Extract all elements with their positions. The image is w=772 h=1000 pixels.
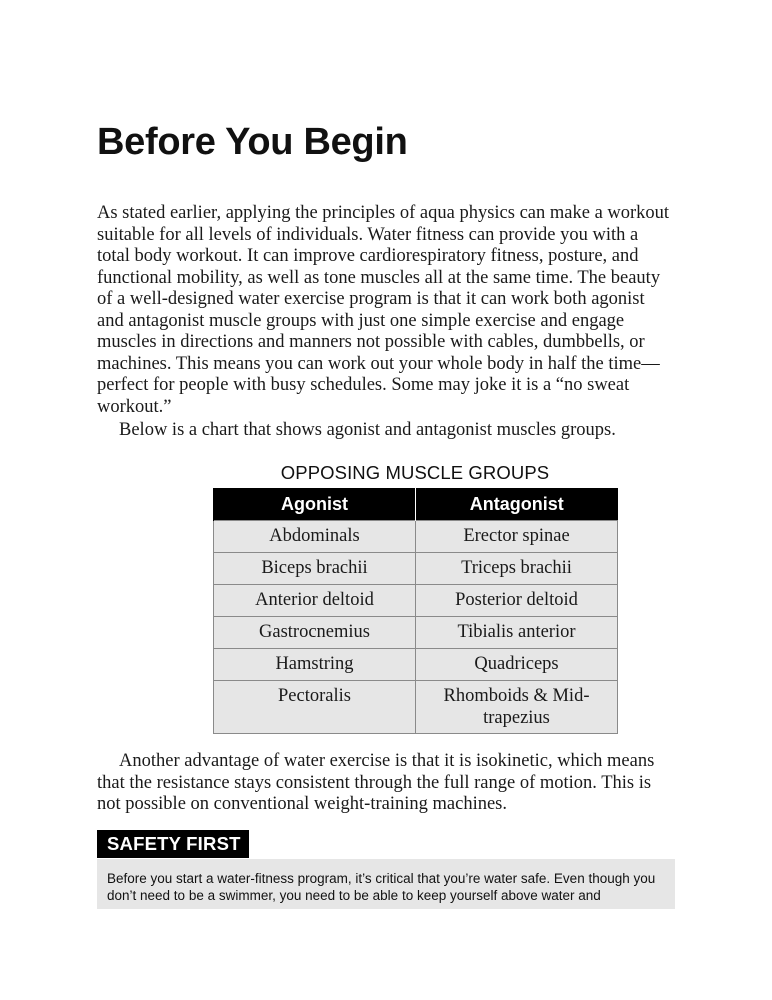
antagonist-cell: Triceps brachii: [416, 553, 618, 585]
agonist-cell: Anterior deltoid: [214, 585, 416, 617]
table-row: [214, 521, 618, 553]
table-row: [214, 553, 618, 585]
safety-first-box: [97, 859, 675, 909]
header-agonist: Agonist: [214, 488, 416, 521]
agonist-cell: Pectoralis: [214, 681, 416, 734]
page-title: Before You Begin: [97, 121, 408, 163]
agonist-cell: Biceps brachii: [214, 553, 416, 585]
safety-first-text: Before you start a water-fitness program, it’s critical that you’re water safe. Even though you don’t need to be a swimmer, you need to be able to keep yourself above water and: [107, 871, 656, 903]
antagonist-cell: Rhomboids & Mid-trapezius: [416, 681, 618, 734]
agonist-cell: Hamstring: [214, 649, 416, 681]
isokinetic-paragraph: Another advantage of water exercise is that it is isokinetic, which means that the resistance stays consistent through the full range of motion. This is not possible on conventional weight-training machines.: [97, 751, 655, 814]
table-row: [214, 617, 618, 649]
table-header-row: [214, 488, 618, 521]
antagonist-cell: Erector spinae: [416, 521, 618, 553]
header-antagonist: Antagonist: [416, 488, 618, 521]
chart-intro-paragraph: Below is a chart that shows agonist and antagonist muscles groups.: [119, 420, 616, 440]
table-row: [214, 681, 618, 734]
table-caption: OPPOSING MUSCLE GROUPS: [280, 462, 550, 483]
agonist-cell: Gastrocnemius: [214, 617, 416, 649]
intro-paragraph: As stated earlier, applying the principles of aqua physics can make a workout suitable for all levels of individuals. Water fitness can provide you with a total body workout. It can improve cardiorespiratory fitness, posture, and functional mobility, as well as tone muscles all at the same time. The beauty of a well-designed water exercise program is that it can work both agonist and antagonist muscle groups with just one simple exercise and engage muscles in directions and manners not possible with cables, dumbbells, or machines. This means you can work out your whole body in half the time—perfect for people with busy schedules. Some may joke it is a “no sweat workout.”: [97, 203, 670, 417]
table-row: [214, 649, 618, 681]
antagonist-cell: Quadriceps: [416, 649, 618, 681]
antagonist-cell: Tibialis anterior: [416, 617, 618, 649]
safety-first-heading: SAFETY FIRST: [97, 830, 249, 858]
table-row: [214, 585, 618, 617]
antagonist-cell: Posterior deltoid: [416, 585, 618, 617]
agonist-cell: Abdominals: [214, 521, 416, 553]
muscle-groups-table: [213, 488, 618, 734]
